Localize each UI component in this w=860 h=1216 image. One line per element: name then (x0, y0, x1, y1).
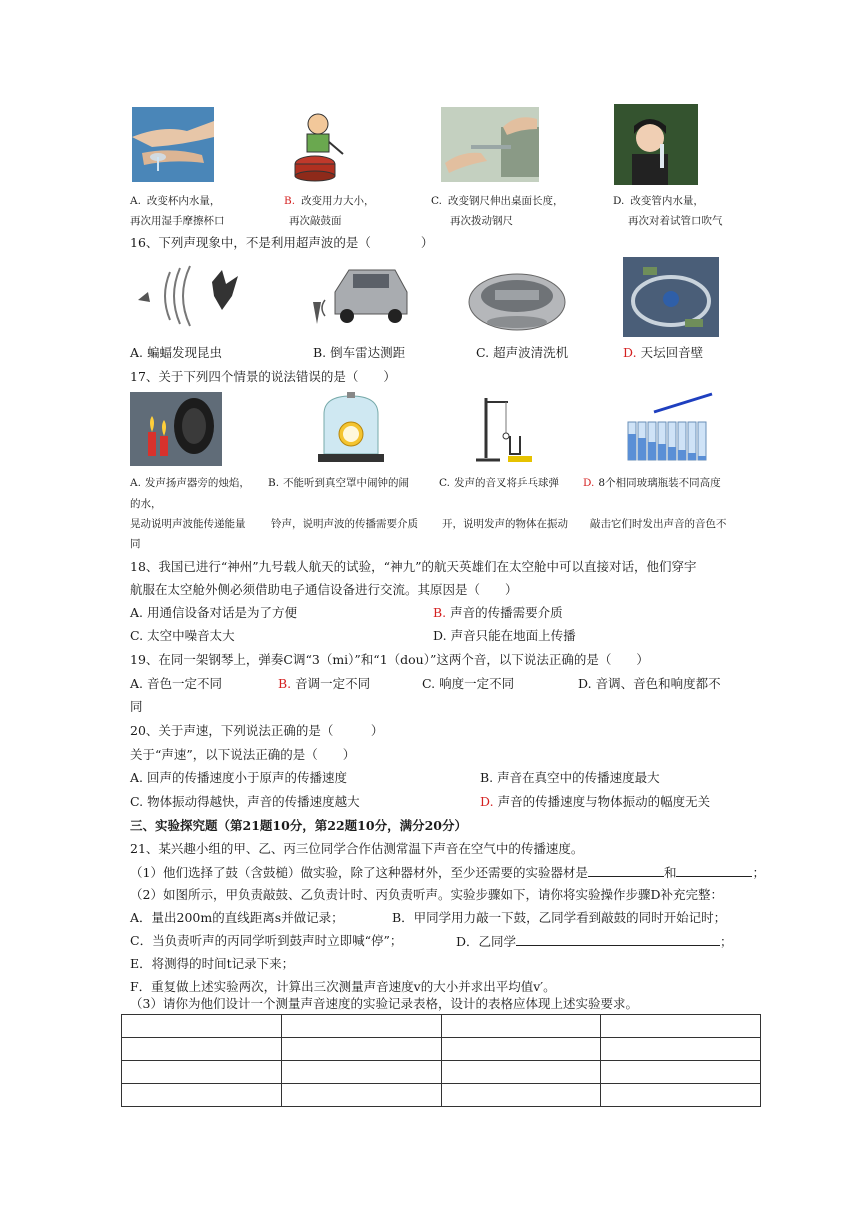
q15-option-b-line2: 再次敲鼓面 (289, 215, 342, 227)
table-cell[interactable] (122, 1015, 282, 1038)
q20-stem2: 关于“声速”，以下说法正确的是（ ） (130, 747, 356, 762)
q21-step-d: D．乙同学 ； (456, 934, 733, 949)
q18-option-c: C. 太空中噪音太大 (130, 628, 235, 643)
q16-option-b: B. 倒车雷达测距 (313, 345, 406, 360)
q17-c-line2: 开，说明发声的物体在振动 (442, 518, 568, 530)
q17-a-line2: 晃动说明声波能传递能量 (130, 518, 246, 530)
table-cell[interactable] (281, 1061, 441, 1084)
record-table (121, 1014, 761, 1107)
reverse-radar-car-image (309, 262, 409, 330)
table-cell[interactable] (601, 1084, 761, 1107)
table-cell[interactable] (441, 1061, 601, 1084)
ultrasonic-cleaner-image (465, 262, 568, 338)
q18-option-a: A. 用通信设备对话是为了方便 (130, 605, 298, 620)
drum-boy-image (285, 106, 351, 182)
q17-option-a: A. 发声扬声器旁的烛焰， (130, 477, 250, 489)
q19-option-c: C. 响度一定不同 (422, 676, 515, 691)
q20-option-d: D. 声音的传播速度与物体振动的幅度无关 (480, 794, 711, 809)
table-row (122, 1038, 761, 1061)
q20-option-a: A. 回声的传播速度小于原声的传播速度 (130, 770, 348, 785)
table-row (122, 1061, 761, 1084)
table-row (122, 1015, 761, 1038)
q17-d-line2: 敲击它们时发出声音的音色不 (590, 518, 727, 530)
q21-part1: （1）他们选择了鼓（含鼓槌）做实验，除了这种器材外，至少还需要的实验器材是 和 ； (130, 865, 765, 880)
q21-step-b: B．甲同学用力敲一下鼓，乙同学看到敲鼓的同时开始记时； (392, 910, 727, 925)
q16-stem: 16、下列声现象中，不是利用超声波的是（ ） (130, 235, 434, 250)
echo-wall-image (623, 257, 719, 337)
section3-title: 三、实验探究题（第21题10分，第22题10分，满分20分） (130, 818, 467, 833)
q21-step-f: F．重复做上述实验两次，计算出三次测量声音速度v的大小并求出平均值v′。 (130, 979, 556, 994)
q15-option-c: C. 改变钢尺伸出桌面长度， (431, 195, 564, 207)
q15-option-b: B. 改变用力大小， (284, 195, 375, 207)
q19-option-b: B. 音调一定不同 (278, 676, 371, 691)
speaker-candle-image (130, 392, 222, 466)
q15-option-a-line2: 再次用湿手摩擦杯口 (130, 215, 225, 227)
table-cell[interactable] (601, 1015, 761, 1038)
q20-option-b: B. 声音在真空中的传播速度最大 (480, 770, 660, 785)
q16-option-d: D. 天坛回音壁 (623, 345, 704, 360)
q17-option-d: D. 8个相同玻璃瓶装不同高度 (583, 477, 721, 489)
q19-tail: 同 (130, 699, 143, 714)
q21-step-e: E．将测得的时间t记录下来； (130, 956, 295, 971)
q18-option-b: B. 声音的传播需要介质 (433, 605, 563, 620)
q21-part2: （2）如图所示，甲负责敲鼓、乙负责计时、丙负责听声。实验步骤如下，请你将实验操作步骤D补充完整： (130, 887, 723, 902)
table-row (122, 1084, 761, 1107)
table-cell[interactable] (601, 1061, 761, 1084)
wineglass-hand-image (132, 107, 214, 182)
q15-option-a: A. 改变杯内水量， (130, 195, 221, 207)
table-cell[interactable] (441, 1084, 601, 1107)
q21-step-c: C．当负责听声的丙同学听到鼓声时立即喊“停”； (130, 933, 403, 948)
q15-option-d-line2: 再次对着试管口吹气 (628, 215, 723, 227)
q15-option-d: D. 改变管内水量， (613, 195, 704, 207)
q18-stem-line1: 18、我国已进行“神州”九号载人航天的试验，“神九”的航天英雄们在太空舱中可以直接对话，他们穿宇 (130, 559, 697, 574)
q21-blank-step-d[interactable] (516, 933, 720, 946)
q20-option-c: C. 物体振动得越快，声音的传播速度越大 (130, 794, 360, 809)
q16-option-c: C. 超声波清洗机 (476, 345, 569, 360)
q21-step-a: A．量出200m的直线距离s并做记录； (130, 910, 344, 925)
table-cell[interactable] (281, 1015, 441, 1038)
q21-blank-1[interactable] (588, 864, 664, 877)
q17-option-b: B. 不能听到真空罩中闹钟的闹 (268, 477, 410, 489)
table-cell[interactable] (122, 1084, 282, 1107)
vacuum-bell-jar-image (314, 392, 388, 468)
girl-testtube-image (614, 104, 698, 185)
steel-ruler-image (441, 107, 539, 182)
q17-b-line2: 铃声，说明声波的传播需要介质 (271, 518, 418, 530)
q15-option-c-line2: 再次拨动钢尺 (450, 215, 513, 227)
q17-stem: 17、关于下列四个情景的说法错误的是（ ） (130, 369, 396, 384)
q20-stem1: 20、关于声速，下列说法正确的是（ ） (130, 723, 384, 738)
tuning-fork-pingpong-image (472, 392, 538, 468)
q18-option-d: D. 声音只能在地面上传播 (433, 628, 576, 643)
q19-option-a: A. 音色一定不同 (130, 676, 223, 691)
bat-image (130, 262, 242, 330)
q17-row1-tail: 的水， (130, 498, 162, 510)
glass-bottles-image (624, 392, 716, 464)
table-cell[interactable] (441, 1038, 601, 1061)
q21-blank-2[interactable] (676, 864, 752, 877)
q17-row2-tail: 同 (130, 538, 141, 550)
table-cell[interactable] (122, 1038, 282, 1061)
q16-option-a: A. 蝙蝠发现昆虫 (130, 345, 223, 360)
q19-option-d: D. 音调、音色和响度都不 (578, 676, 721, 691)
q21-part3: （3）请你为他们设计一个测量声音速度的实验记录表格，设计的表格应体现上述实验要求。 (130, 996, 638, 1011)
table-cell[interactable] (281, 1038, 441, 1061)
q18-stem-line2: 航服在太空舱外侧必须借助电子通信设备进行交流。其原因是（ ） (130, 582, 518, 597)
q19-stem: 19、在同一架钢琴上，弹奏C调“3（mi）”和“1（dou）”这两个音，以下说法正确的是（ ） (130, 652, 649, 667)
q21-stem: 21、某兴趣小组的甲、乙、丙三位同学合作估测常温下声音在空气中的传播速度。 (130, 841, 584, 856)
q17-option-c: C. 发声的音叉将乒乓球弹 (439, 477, 559, 489)
table-cell[interactable] (441, 1015, 601, 1038)
table-cell[interactable] (122, 1061, 282, 1084)
table-cell[interactable] (281, 1084, 441, 1107)
table-cell[interactable] (601, 1038, 761, 1061)
